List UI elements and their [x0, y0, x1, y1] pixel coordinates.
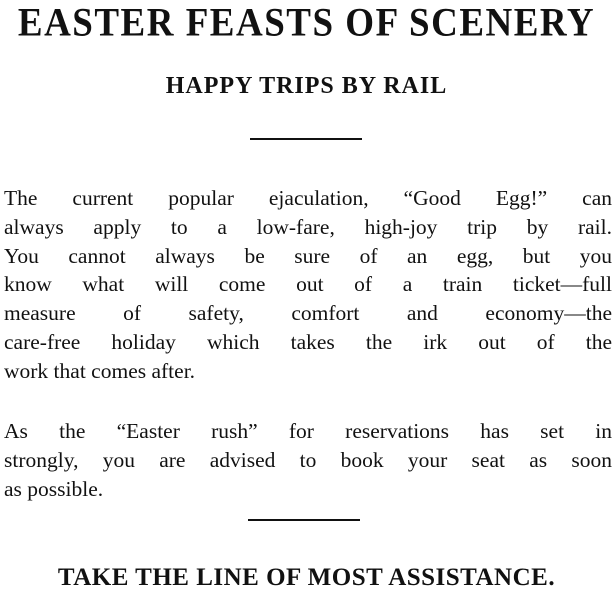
paragraph-line: You cannot always be sure of an egg, but you	[4, 243, 612, 268]
paragraph-line: as possible.	[4, 476, 104, 501]
paragraph-line: always apply to a low-fare, high-joy trip by rail.	[4, 214, 612, 239]
subheadline: HAPPY TRIPS BY RAIL	[165, 73, 448, 99]
tagline: TAKE THE LINE OF MOST ASSISTANCE.	[57, 564, 556, 591]
paragraph-line: work that comes after.	[4, 358, 196, 383]
headline: EASTER FEASTS OF SCENERY	[17, 1, 596, 46]
divider-rule-bottom	[248, 519, 360, 521]
paragraph-line: know what will come out of a train ticket—full	[4, 272, 612, 297]
body-paragraph-1	[4, 184, 612, 386]
paragraph-line: measure of safety, comfort and economy—the	[4, 301, 612, 326]
paragraph-line: strongly, you are advised to book your seat as soon	[4, 447, 612, 472]
paragraph-line: The current popular ejaculation, “Good Egg!” can	[4, 186, 612, 210]
paragraph-line: As the “Easter rush” for reservations has set in	[4, 419, 612, 443]
body-paragraph-2	[4, 417, 612, 503]
divider-rule-top	[250, 138, 362, 140]
paragraph-line: care-free holiday which takes the irk out of the	[4, 329, 612, 354]
